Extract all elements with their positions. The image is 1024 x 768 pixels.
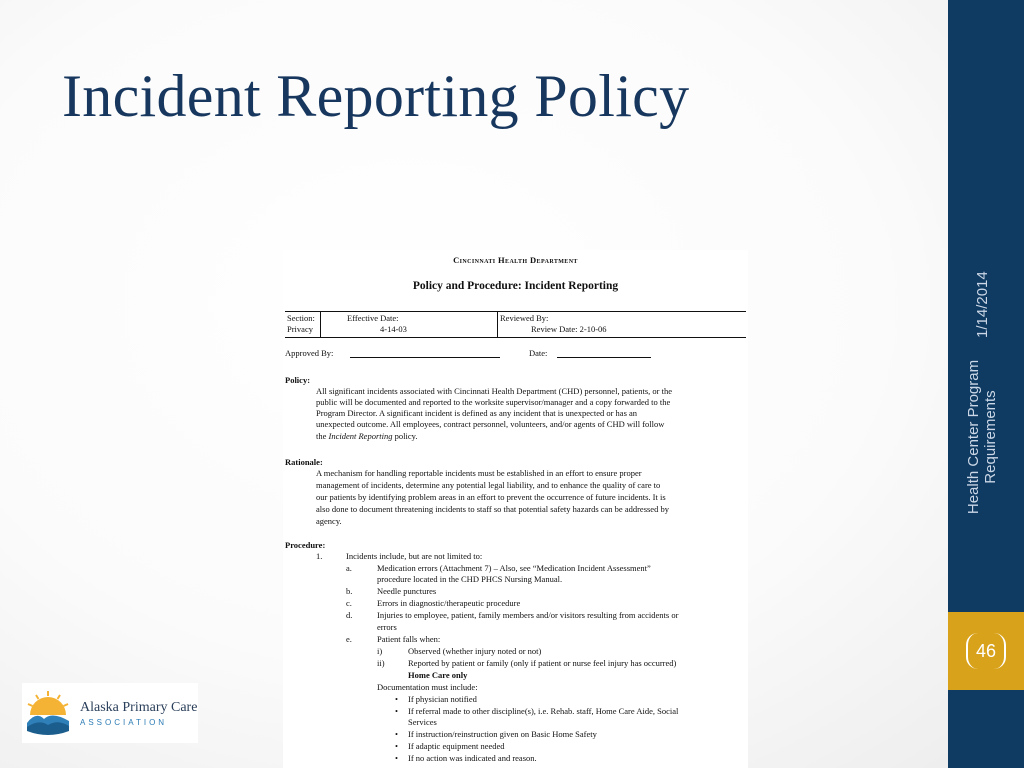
- scanned-policy-document: [283, 250, 748, 768]
- slide-date: 1/14/2014: [974, 271, 991, 338]
- sub-item-text: Medication errors (Attachment 7) – Also, see “Medication Incident Assessment”: [377, 563, 651, 573]
- policy-line: All significant incidents associated with Cincinnati Health Department (CHD) personnel, patients, or the: [316, 386, 672, 396]
- bullet-item: • If referral made to other discipline(s), i.e. Rehab. staff, Home Care Aide, Social: [408, 706, 678, 716]
- policy-line: Program Director. A significant incident is defined as any incident that is unexpected or has an: [316, 408, 638, 418]
- roman-item-text: Observed (whether injury noted or not): [408, 646, 542, 656]
- date-line: [557, 357, 651, 358]
- procedure-heading: Procedure:: [285, 540, 326, 550]
- policy-text: the: [316, 431, 329, 441]
- bullet-continuation: Services: [408, 717, 437, 727]
- rationale-heading: Rationale:: [285, 457, 323, 467]
- logo-name: Alaska Primary Care: [80, 699, 198, 715]
- item-text: Incidents include, but are not limited to:: [346, 551, 483, 561]
- approved-by-line: [350, 357, 500, 358]
- policy-text: policy.: [392, 431, 418, 441]
- section-value: Privacy: [287, 324, 313, 334]
- sub-item-letter: d.: [346, 610, 353, 620]
- date-label: Date:: [529, 348, 548, 358]
- bullet-item: • If adaptic equipment needed: [408, 741, 505, 751]
- roman-item-text: Reported by patient or family (only if patient or nurse feel injury has occurred): [408, 658, 677, 668]
- effective-date-label: Effective Date:: [347, 313, 399, 323]
- documentation-label: Documentation must include:: [377, 682, 478, 692]
- bullet-item: • If no action was indicated and reason.: [408, 753, 537, 763]
- doc-organization: Cincinnati Health Department: [453, 255, 578, 265]
- slide-title: Incident Reporting Policy: [62, 63, 690, 129]
- sub-item-text: errors: [377, 622, 397, 632]
- reviewed-by-label: Reviewed By:: [500, 313, 549, 323]
- roman-item-number: i): [377, 646, 383, 656]
- review-date: Review Date: 2-10-06: [531, 324, 607, 334]
- page-number: 46: [966, 633, 1006, 669]
- sub-item-text: Patient falls when:: [377, 634, 441, 644]
- sub-item-letter: c.: [346, 598, 352, 608]
- sub-item-text: Injuries to employee, patient, family members and/or visitors resulting from accidents or: [377, 610, 679, 620]
- sub-item-text: Errors in diagnostic/therapeutic procedure: [377, 598, 521, 608]
- sub-item-letter: e.: [346, 634, 352, 644]
- slide-footer: [965, 348, 999, 526]
- roman-item-number: ii): [377, 658, 385, 668]
- home-care-label: Home Care only: [408, 670, 468, 680]
- policy-line: public will be documented and reported to the worksite supervisor/manager and a copy forwarded to the: [316, 397, 671, 407]
- rationale-line: management of incidents, determine any potential legal liability, and to enhance the quality of care to: [316, 480, 661, 490]
- rationale-line: also done to document threatening incidents to staff so that potential safety hazards can be addressed by: [316, 504, 669, 514]
- sub-item-text: procedure located in the CHD PHCS Nursing Manual.: [377, 574, 563, 584]
- policy-line-last: [316, 431, 417, 441]
- doc-title: Policy and Procedure: Incident Reporting: [412, 280, 619, 292]
- bullet-item: • If physician notified: [408, 694, 477, 704]
- sub-item-letter: a.: [346, 563, 352, 573]
- footer-line-2: Requirements: [982, 390, 999, 484]
- policy-line: unexpected outcome. All employees, contract personnel, volunteers, and/or agents of CHD will follow: [316, 419, 665, 429]
- footer-line-1: Health Center Program: [965, 359, 982, 515]
- item-number: 1.: [316, 551, 323, 561]
- policy-italic-text: Incident Reporting: [328, 431, 393, 441]
- table-divider: [497, 312, 498, 337]
- policy-heading: Policy:: [285, 375, 311, 385]
- rationale-line: agency.: [316, 516, 342, 526]
- effective-date-value: 4-14-03: [380, 324, 407, 334]
- sub-item-letter: b.: [346, 586, 353, 596]
- page-number-box: [948, 612, 1024, 690]
- rationale-line: A mechanism for handling reportable incidents must be established in an effort to ensure proper: [316, 468, 642, 478]
- sub-item-text: Needle punctures: [377, 586, 437, 596]
- sun-mountain-logo-icon: [24, 689, 72, 737]
- doc-header-table: [285, 311, 746, 338]
- table-divider: [320, 312, 321, 337]
- logo-subtitle: ASSOCIATION: [80, 717, 168, 727]
- rationale-line: our patients by identifying problem areas in an effort to prevent the occurrence of future incidents. It is: [316, 492, 666, 502]
- section-label: Section:: [287, 313, 315, 323]
- bullet-item: • If instruction/reinstruction given on Basic Home Safety: [408, 729, 597, 739]
- alaska-primary-care-logo: [22, 683, 198, 743]
- approved-by-label: Approved By:: [285, 348, 334, 358]
